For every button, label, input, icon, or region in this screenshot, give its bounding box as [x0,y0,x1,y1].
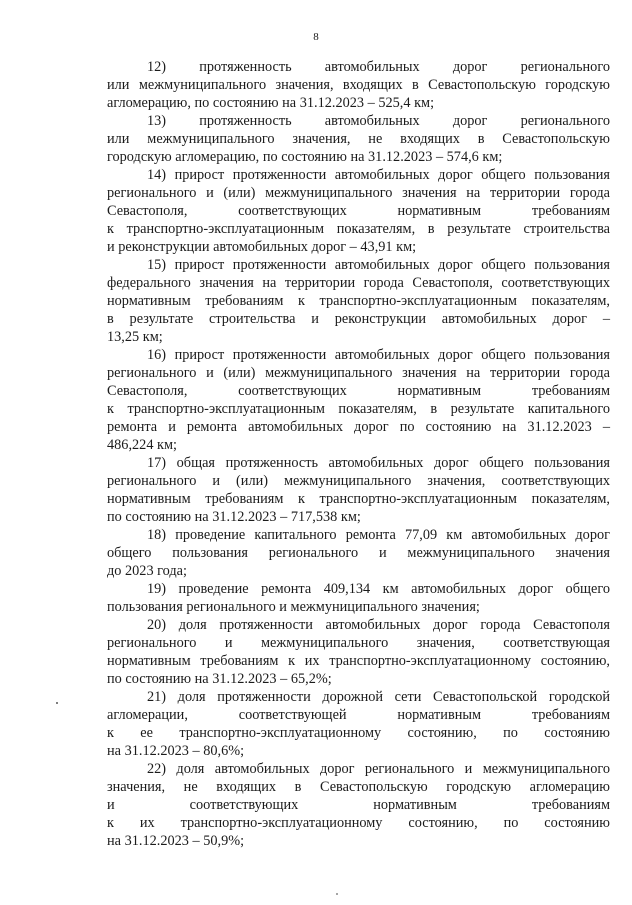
paragraph-line: 486,224 км; [107,437,178,453]
paragraph-line: 12) протяженность автомобильных дорог регионального [147,59,610,75]
paragraph-line: к ее транспортно-эксплуатационному состоянию, по состоянию [107,725,610,741]
paragraph-line: на 31.12.2023 – 80,6%; [107,743,245,759]
list-item-paragraph [107,688,610,760]
list-item-paragraph [107,616,610,688]
page-number: 8 [313,31,319,43]
paragraph-line: федерального значения на территории города Севастополя, соответствующих [107,275,610,291]
paragraph-line: 21) доля протяженности дорожной сети Севастопольской городской [147,689,610,705]
paragraph-line: агломерации, соответствующей нормативным требованиям [107,707,610,723]
paragraph-line: городскую агломерацию, по состоянию на 31.12.2023 – 574,6 км; [107,149,503,165]
paragraph-line: 17) общая протяженность автомобильных дорог общего пользования [147,455,610,471]
scan-artifact-dot [336,893,338,895]
list-item-paragraph [107,580,610,616]
paragraph-line: регионального и межмуниципального значения, соответствующая [107,635,610,651]
list-item-paragraph [107,112,610,166]
paragraph-line: 19) проведение ремонта 409,134 км автомобильных дорог общего [147,581,610,597]
paragraph-line: 22) доля автомобильных дорог регионального и межмуниципального [147,761,610,777]
paragraph-line: по состоянию на 31.12.2023 – 717,538 км; [107,509,361,525]
paragraph-line: нормативным требованиям к транспортно-эксплуатационным показателям, [107,293,610,309]
paragraph-line: 16) прирост протяженности автомобильных дорог общего пользования [147,347,610,363]
list-item-paragraph [107,526,610,580]
list-item-paragraph [107,58,610,112]
paragraph-line: значения, не входящих в Севастопольскую городскую агломерацию [107,779,610,795]
paragraph-line: 13) протяженность автомобильных дорог регионального [147,113,610,129]
paragraph-line: к транспортно-эксплуатационным показателям, в результате строительства [107,221,610,237]
paragraph-line: до 2023 года; [107,563,188,579]
paragraph-line: 14) прирост протяженности автомобильных дорог общего пользования [147,167,610,183]
paragraph-line: или межмуниципального значения, не входящих в Севастопольскую [107,131,610,147]
paragraph-line: Севастополя, соответствующих нормативным требованиям [107,383,610,399]
paragraph-line: нормативным требованиям к их транспортно-эксплуатационному состоянию, [107,653,610,669]
paragraph-line: на 31.12.2023 – 50,9%; [107,833,245,849]
paragraph-line: или межмуниципального значения, входящих в Севастопольскую городскую [107,77,610,93]
list-item-paragraph [107,256,610,346]
paragraph-line: общего пользования регионального и межмуниципального значения [107,545,610,561]
paragraph-line: 18) проведение капитального ремонта 77,09 км автомобильных дорог [147,527,610,543]
paragraph-line: в результате строительства и реконструкции автомобильных дорог – [107,311,610,327]
paragraph-line: к их транспортно-эксплуатационному состоянию, по состоянию [107,815,610,831]
paragraph-line: регионального и (или) межмуниципального значения, соответствующих [107,473,610,489]
paragraph-line: по состоянию на 31.12.2023 – 65,2%; [107,671,332,687]
list-item-paragraph [107,760,610,850]
paragraph-line: и реконструкции автомобильных дорог – 43,91 км; [107,239,417,255]
list-item-paragraph [107,454,610,526]
document-body [107,58,610,850]
paragraph-line: 13,25 км; [107,329,163,345]
paragraph-line: регионального и (или) межмуниципального значения на территории города [107,185,610,201]
paragraph-line: пользования регионального и межмуниципального значения; [107,599,480,615]
list-item-paragraph [107,166,610,256]
paragraph-line: нормативным требованиям к транспортно-эксплуатационным показателям, [107,491,610,507]
paragraph-line: и соответствующих нормативным требованиям [107,797,610,813]
paragraph-line: ремонта и ремонта автомобильных дорог по состоянию на 31.12.2023 – [107,419,610,435]
paragraph-line: к транспортно-эксплуатационным показателям, в результате капитального [107,401,610,417]
paragraph-line: регионального и (или) межмуниципального значения на территории города [107,365,610,381]
paragraph-line: Севастополя, соответствующих нормативным требованиям [107,203,610,219]
paragraph-line: 15) прирост протяженности автомобильных дорог общего пользования [147,257,610,273]
paragraph-line: 20) доля протяженности автомобильных дорог города Севастополя [147,617,610,633]
scan-artifact-dot [56,702,58,704]
paragraph-line: агломерацию, по состоянию на 31.12.2023 – 525,4 км; [107,95,435,111]
list-item-paragraph [107,346,610,454]
